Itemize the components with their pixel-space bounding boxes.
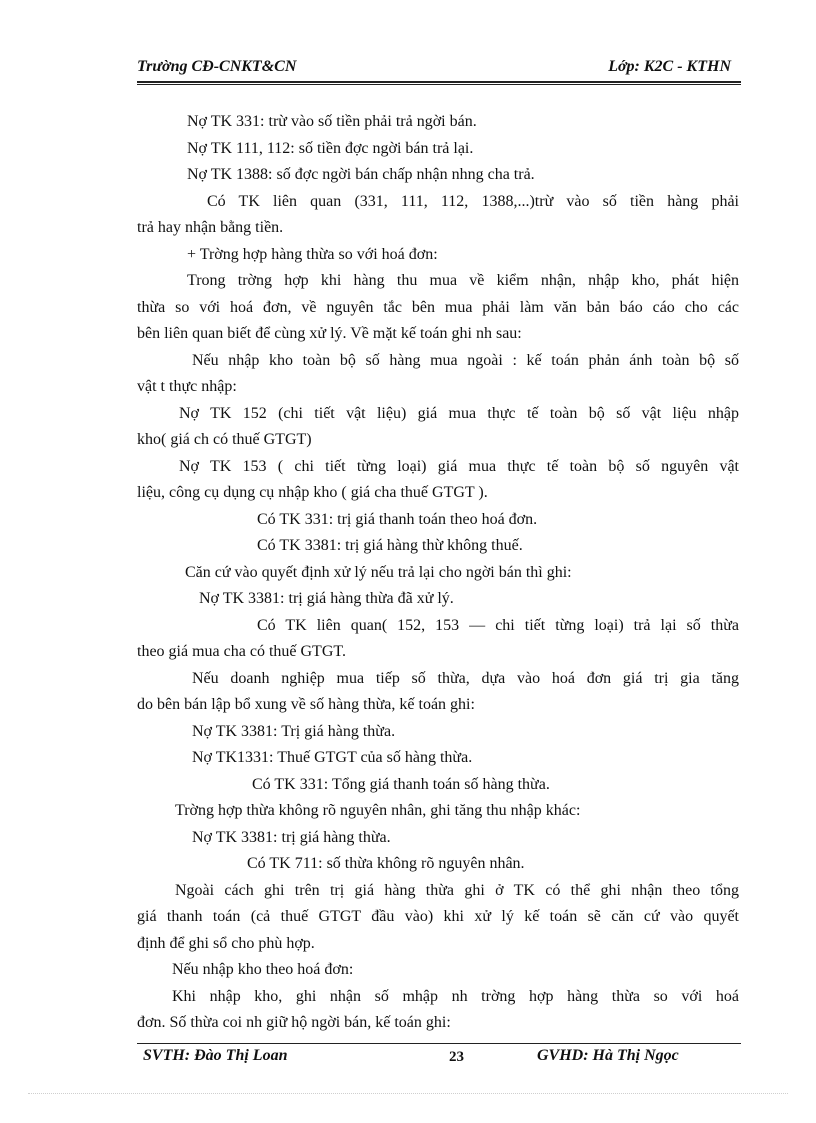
body-line: do bên bán lập bổ xung về số hàng thừa, kế toán ghi: [137, 696, 475, 713]
body-line: Nợ TK 153 ( chi tiết từng loại) giá mua thực tế toàn bộ số nguyên vật [179, 458, 739, 475]
body-line: trả hay nhận bằng tiền. [137, 219, 284, 236]
page-footer [137, 1047, 741, 1069]
body-line: Nợ TK 331: trừ vào số tiền phải trả ngời bán. [187, 113, 477, 130]
body-line: Có TK 331: Tổng giá thanh toán số hàng thừa. [252, 776, 550, 793]
body-line: Nếu nhập kho theo hoá đơn: [172, 961, 354, 978]
header-rule-thin [137, 84, 741, 85]
page-number: 23 [449, 1049, 464, 1065]
body-line: Nếu nhập kho toàn bộ số hàng mua ngoài : kế toán phản ánh toàn bộ số [192, 352, 739, 369]
footer-rule [137, 1043, 741, 1044]
page-edge-dots [28, 1093, 788, 1094]
body-line: Nợ TK 3381: trị giá hàng thừa. [192, 829, 391, 846]
body-line: Có TK 331: trị giá thanh toán theo hoá đơn. [257, 511, 538, 528]
body-line: liệu, công cụ dụng cụ nhập kho ( giá cha thuế GTGT ). [137, 484, 488, 501]
body-line: định để ghi sổ cho phù hợp. [137, 935, 315, 952]
body-line: kho( giá ch có thuế GTGT) [137, 431, 312, 448]
body-line: Nếu doanh nghiệp mua tiếp số thừa, dựa vào hoá đơn giá trị gia tăng [192, 670, 739, 687]
footer-student: SVTH: Đào Thị Loan [143, 1047, 288, 1064]
body-line: + Trờng hợp hàng thừa so với hoá đơn: [187, 246, 438, 263]
body-line: Trờng hợp thừa không rõ nguyên nhân, ghi tăng thu nhập khác: [175, 802, 581, 819]
body-line: Khi nhập kho, ghi nhận số mhập nh trờng hợp hàng thừa so với hoá [172, 988, 739, 1005]
body-line: Nợ TK 3381: trị giá hàng thừa đã xử lý. [199, 590, 454, 607]
body-line: Nợ TK 152 (chi tiết vật liệu) giá mua thực tế toàn bộ số vật liệu nhập [179, 405, 739, 422]
body-line: Trong trờng hợp khi hàng thu mua về kiểm nhận, nhập kho, phát hiện [187, 272, 739, 289]
header-school: Trường CĐ-CNKT&CN [137, 58, 297, 75]
body-line: Có TK liên quan (331, 111, 112, 1388,...)trừ vào số tiền hàng phải [207, 193, 739, 210]
body-line: Căn cứ vào quyết định xử lý nếu trả lại cho ngời bán thì ghi: [185, 564, 572, 581]
body-line: Ngoài cách ghi trên trị giá hàng thừa ghi ở TK có thể ghi nhận theo tổng [175, 882, 739, 899]
body-line: Nợ TK 111, 112: số tiền đợc ngời bán trả lại. [187, 140, 474, 157]
body-line: Nợ TK1331: Thuế GTGT của số hàng thừa. [192, 749, 473, 766]
body-line: thừa so với hoá đơn, về nguyên tắc bên mua phải làm văn bản báo cáo cho các [137, 299, 739, 316]
body-line: bên liên quan biết để cùng xử lý. Về mặt kế toán ghi nh sau: [137, 325, 522, 342]
header-rule [137, 81, 741, 83]
page-header [137, 58, 741, 80]
body-line: Nợ TK 3381: Trị giá hàng thừa. [192, 723, 396, 740]
body-line: Có TK liên quan( 152, 153 — chi tiết từng loại) trả lại số thừa [257, 617, 739, 634]
header-class: Lớp: K2C - KTHN [608, 58, 731, 75]
body-line: theo giá mua cha có thuế GTGT. [137, 643, 346, 660]
body-line: Có TK 3381: trị giá hàng thừ không thuế. [257, 537, 523, 554]
footer-supervisor: GVHD: Hà Thị Ngọc [537, 1047, 679, 1064]
body-line: vật t thực nhập: [137, 378, 237, 395]
body-line: giá thanh toán (cả thuế GTGT đầu vào) khi xử lý kế toán sẽ căn cứ vào quyết [137, 908, 739, 925]
body-line: đơn. Số thừa coi nh giữ hộ ngời bán, kế toán ghi: [137, 1014, 451, 1031]
body-line: Có TK 711: số thừa không rõ nguyên nhân. [247, 855, 525, 872]
body-line: Nợ TK 1388: số đợc ngời bán chấp nhận nhng cha trả. [187, 166, 535, 183]
